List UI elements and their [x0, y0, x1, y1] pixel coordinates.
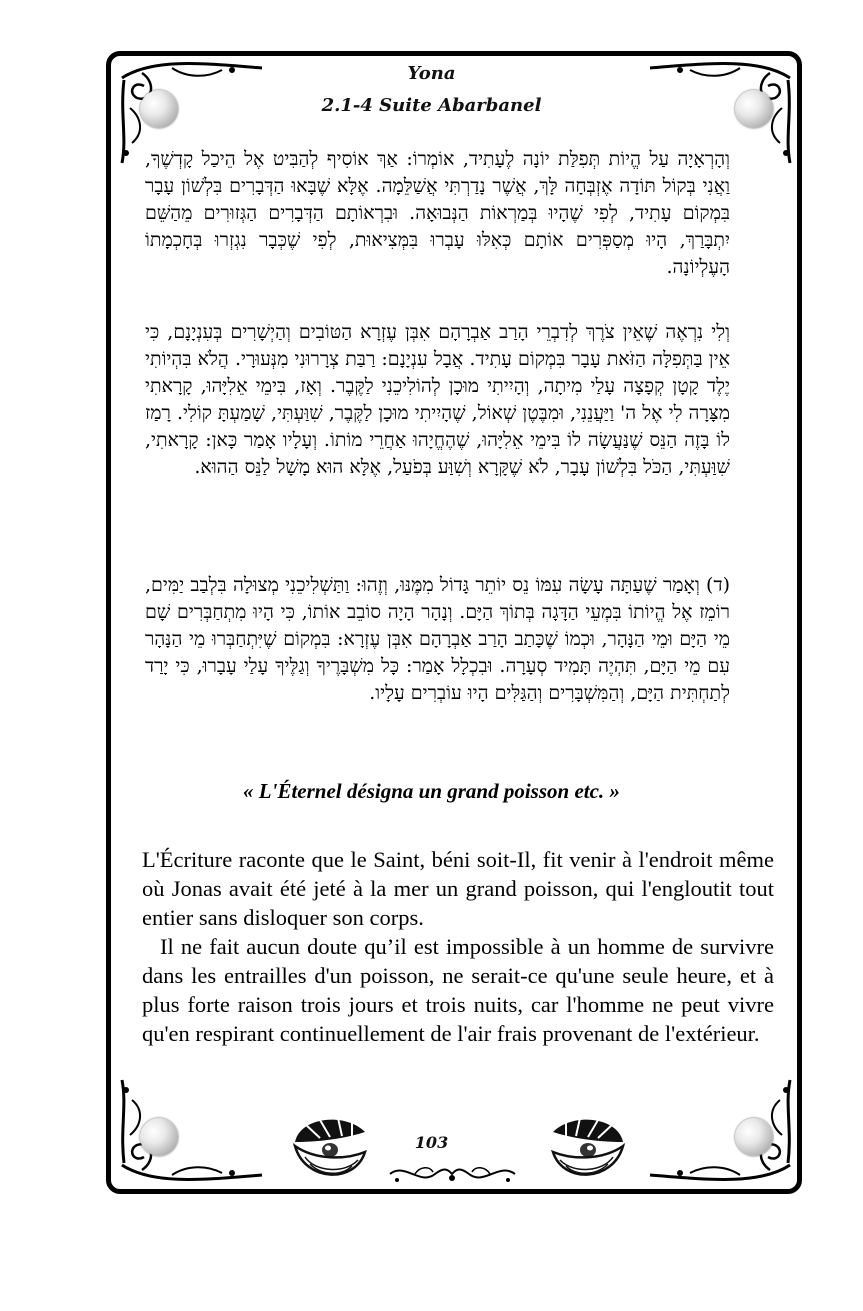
- footer-flourish-icon: [385, 1158, 520, 1190]
- bottom-right-flourish-icon: [640, 1075, 800, 1185]
- french-paragraph: Il ne fait aucun doute qu’il est impossible à un homme de survivre dans les entrailles d'un poisson, ne serait-ce qu'une seule heure, et à plus forte raison trois jours et trois nuits, car l'homme ne peut vivre qu'en respirant continuellement de l'air frais provenant de l'extérieur.: [142, 934, 774, 1046]
- page-subtitle: 2.1-4 Suite Abarbanel: [321, 95, 542, 116]
- page-title: Yona: [407, 63, 456, 84]
- bottom-left-flourish-icon: [112, 1075, 272, 1185]
- hebrew-paragraph: וְלִי נִרְאֶה שֶׁאֵין צֹרֶךְ לְדִבְרֵי הָרַב אַבְרָהָם אִבְּן עֶזְרָא הַטּוֹבִים וְהַיְשָׁרִים בְּעִנְיָנָם, כִּי אֵין בַּתְּפִלָּה הַזֹּאת עָבָר בִּמְקוֹם עָתִיד. אֲבָל עִנְיָנָם: רַבַּת צְרָרוּנִי מִנְּעוּרָי. הֲלֹא בִּהְיוֹתִי יֶלֶד קָטָן קְפָצָה עָלַי מִיתָה, וְהָיִיתִי מוּכָן לְהוֹלִיכֵנִי לַקֶּבֶר. וְאָז, בִּימֵי אֵלִיָּהוּ, קָרָאתִי מִצָּרָה לִי אֶל ה' וַיַּעֲנֵנִי, וּמִבֶּטֶן שְׁאוֹל, שֶׁהָיִיתִי מוּכָן לַקֶּבֶר, שִׁוַּעְתִּי, שָׁמַעְתָּ קוֹלִי. רָמַז לוֹ בָּזֶה הַנֵּס שֶׁנַּעֲשָׂה לוֹ בִּימֵי אֵלִיָּהוּ, שֶׁהֶחֱיָהוּ אַחֲרֵי מוֹתוֹ. וְעָלָיו אָמַר כָּאן: קָרָאתִי, שִׁוַּעְתִּי, הַכֹּל בִּלְשׁוֹן עָבָר, לֹא שֶׁקָּרָא וְשִׁוַּע בְּפֹעַל, אֶלָּא הוּא מָשָׁל לַנֵּס הַהוּא.: [145, 321, 730, 478]
- page-number: 103: [414, 1133, 449, 1152]
- verse-quote: « L'Éternel désigna un grand poisson etc. »: [243, 779, 620, 803]
- hebrew-paragraph: (ד) וְאָמַר שֶׁעַתָּה עָשָׂה עִמּוֹ נֵס יוֹתֵר גָּדוֹל מִמֶּנּוּ, וְזֶהוּ: וַתַּשְׁלִיכֵנִי מְצוּלָה בִּלְבַב יַמִּים, רוֹמֵז אֶל הֱיוֹתוֹ בִּמְעֵי הַדָּגָה בְּתוֹךְ הַיָּם. וְנָהָר הָיָה סוֹבֵב אוֹתוֹ, כִּי הָיוּ מִתְחַבְּרִים שָׁם מֵי הַיָּם וּמֵי הַנָּהָר, וּכְמוֹ שֶׁכָּתַב הָרַב אַבְרָהָם אִבְּן עֶזְרָא: בִּמְקוֹם שֶׁיִּתְחַבְּרוּ מֵי הַנָּהָר עִם מֵי הַיָּם, תִּהְיֶה תָּמִיד סְעָרָה. וּבִכְלָל אָמַר: כָּל מִשְׁבָּרֶיךָ וְגַלֶּיךָ עָלַי עָבָרוּ, כִּי יָרַד לְתַחְתִּית הַיָּם, וְהַמִּשְׁבָּרִים וְהַגַּלִּים הָיוּ עוֹבְרִים עָלָיו.: [145, 574, 730, 704]
- french-paragraph: L'Écriture raconte que le Saint, béni soit-Il, fit venir à l'endroit même où Jonas avait été jeté à la mer un grand poisson, qui l'engloutit tout entier sans disloquer son corps.: [142, 847, 774, 930]
- hebrew-paragraph: וְהָרְאָיָה עַל הֱיוֹת תְּפִלַּת יוֹנָה לֶעָתִיד, אוֹמְרוֹ: אַךְ אוֹסִיף לְהַבִּיט אֶל הֵיכַל קָדְשֶׁךָ, וַאֲנִי בְּקוֹל תּוֹדָה אֶזְבְּחָה לָּךְ, אֲשֶׁר נָדַרְתִּי אֲשַׁלֵּמָה. אֶלָּא שֶׁבָּאוּ הַדְּבָרִים בִּלְשׁוֹן עָבָר בִּמְקוֹם עָתִיד, לְפִי שֶׁהָיוּ בְּמַרְאוֹת הַנְּבוּאָה. וּבִרְאוֹתָם הַדְּבָרִים הַגְּזוּרִים מֵהַשֵּׁם יִתְבָּרַךְ, הָיוּ מְסַפְּרִים אוֹתָם כְּאִלּוּ עָבְרוּ בִּמְּצִיאוּת, לְפִי שֶׁכְּבָר נִגְזְרוּ בְּחָכְמָתוֹ הָעֶלְיוֹנָה.: [145, 148, 730, 278]
